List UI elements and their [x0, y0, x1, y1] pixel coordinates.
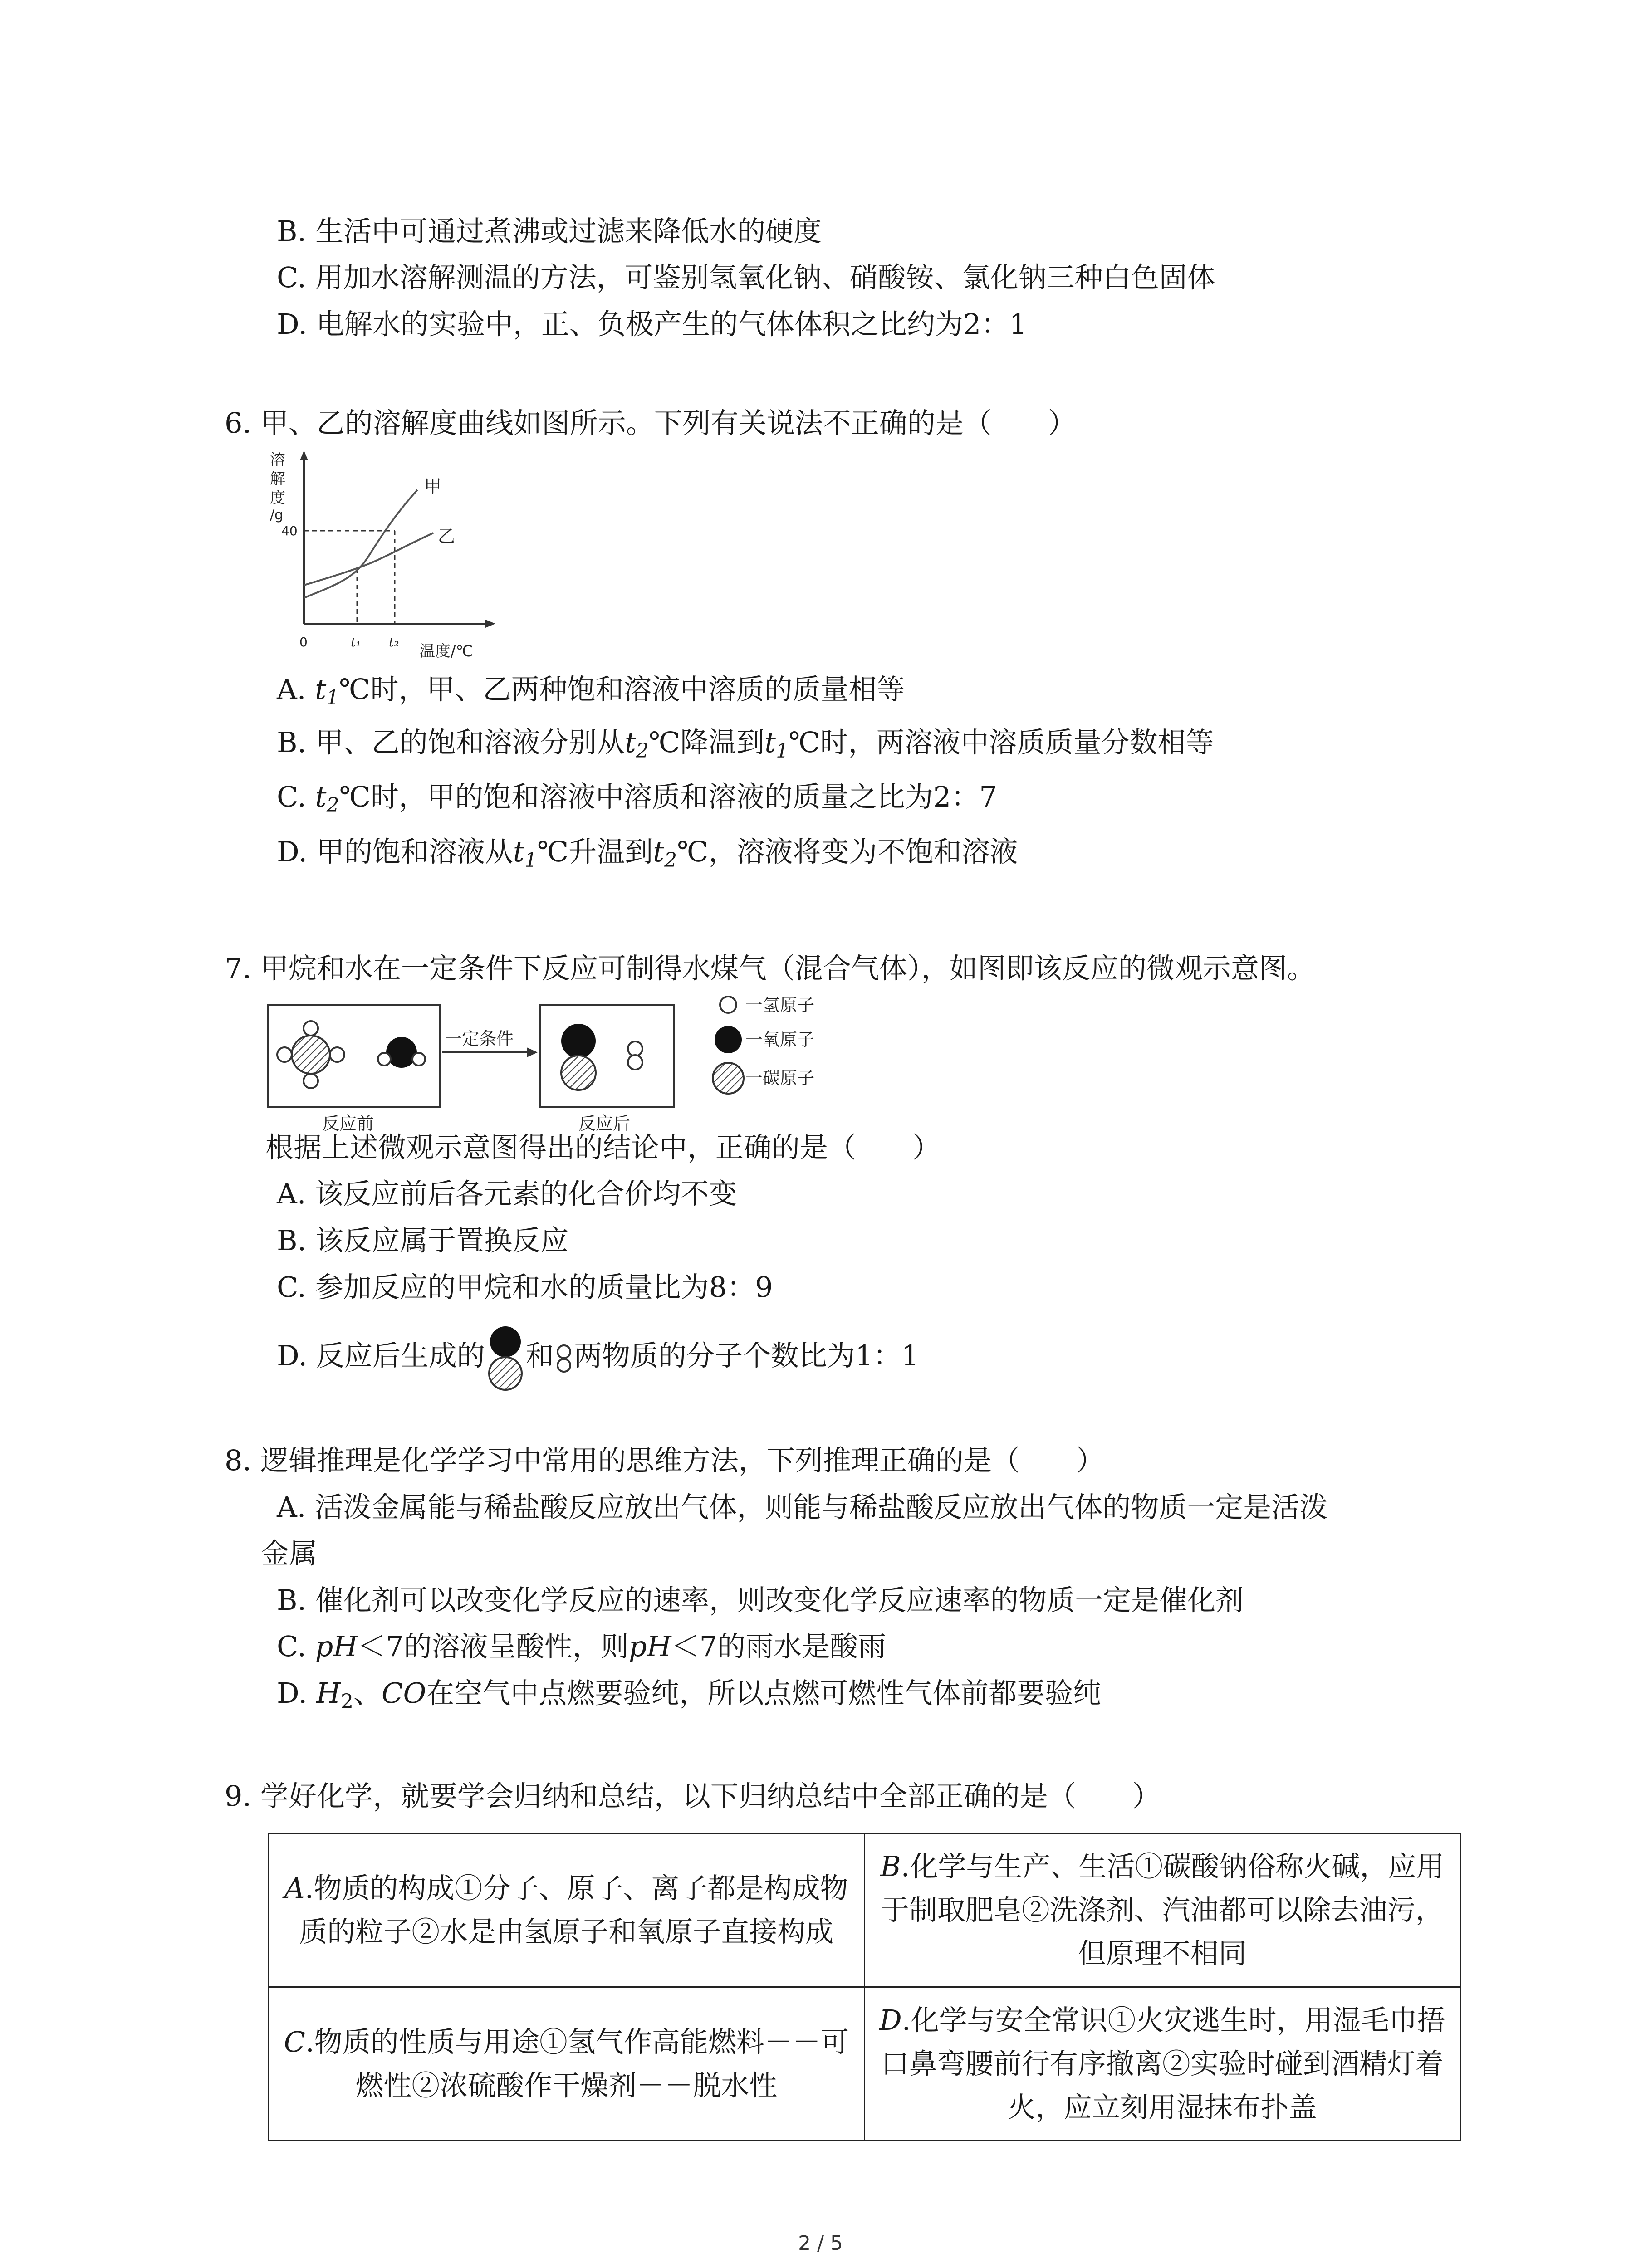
hydrogen-atom-icon	[330, 1047, 344, 1062]
graph-tick-t2: t₂	[389, 635, 399, 650]
q7-stem: 7. 甲烷和水在一定条件下反应可制得水煤气（混合气体），如图即该反应的微观示意图。	[225, 952, 1315, 985]
q6-option-d: D. 甲的饱和溶液从$t_1℃$升温到$t_2℃$，溶液将变为不饱和溶液	[277, 835, 1018, 872]
q5-option-b: B. 生活中可通过煮沸或过滤来降低水的硬度	[277, 215, 822, 248]
q9-table	[268, 1833, 1461, 2141]
page-number: 2 / 5	[798, 2232, 843, 2255]
q8-option-d: D. $H_2$、CO在空气中点燃要验纯，所以点燃可燃性气体前都要验纯	[277, 1677, 1102, 1713]
q7-option-a: A. 该反应前后各元素的化合价均不变	[277, 1177, 737, 1210]
hydrogen-atom-icon	[277, 1047, 292, 1062]
graph-ylabel-1: 溶	[270, 451, 285, 469]
carbon-atom-icon	[292, 1036, 330, 1074]
q8-option-a-line1: A. 活泼金属能与稀盐酸反应放出气体，则能与稀盐酸反应放出气体的物质一定是活泼	[277, 1491, 1328, 1524]
curve-jia	[304, 490, 417, 598]
q9-cell-d: D.化学与安全常识①火灾逃生时，用湿毛巾捂口鼻弯腰前行有序撤离②实验时碰到酒精灯着火，应立刻用湿抹布扑盖	[864, 1987, 1460, 2141]
co-molecule-icon	[485, 1325, 526, 1393]
hydrogen-atom-icon	[412, 1053, 425, 1066]
graph-tick-t1: t₁	[351, 635, 361, 650]
carbon-atom-icon	[561, 1056, 596, 1090]
q6-stem: 6. 甲、乙的溶解度曲线如图所示。下列有关说法不正确的是（ ）	[225, 406, 1076, 440]
graph-origin-label: 0	[299, 635, 308, 650]
before-caption: 反应前	[322, 1114, 374, 1134]
oxygen-atom-icon	[561, 1024, 596, 1058]
hydrogen-atom-icon	[304, 1074, 318, 1088]
hydrogen-atom-icon	[628, 1055, 642, 1070]
legend-oxygen-icon	[715, 1026, 742, 1053]
h2-molecule-icon	[554, 1338, 574, 1379]
legend-oxygen: 一氧原子	[745, 1030, 815, 1050]
q9-cell-a: A.物质的构成①分子、原子、离子都是构成物质的粒子②水是由氢原子和氧原子直接构成	[269, 1833, 865, 1987]
q8-option-c: C. pH＜7的溶液呈酸性，则pH＜7的雨水是酸雨	[277, 1630, 887, 1663]
legend-carbon: 一碳原子	[745, 1068, 815, 1088]
graph-tick-40: 40	[281, 523, 298, 538]
graph-ylabel-4: /g	[270, 507, 284, 523]
q9-cell-c: C.物质的性质与用途①氢气作高能燃料－－可燃性②浓硫酸作干燥剂－－脱水性	[269, 1987, 865, 2141]
graph-ylabel-2: 解	[270, 470, 285, 488]
q8-option-b: B. 催化剂可以改变化学反应的速率，则改变化学反应速率的物质一定是催化剂	[277, 1584, 1244, 1617]
after-caption: 反应后	[578, 1114, 631, 1134]
reaction-micro-diagram	[265, 991, 869, 1136]
legend-hydrogen: 一氢原子	[745, 995, 815, 1015]
q8-stem: 8. 逻辑推理是化学学习中常用的思维方法，下列推理正确的是（ ）	[225, 1444, 1104, 1477]
graph-series-jia: 甲	[424, 476, 442, 496]
q7-option-d: D. 反应后生成的 和 两物质的分子个数比为1：1	[277, 1325, 919, 1393]
q6-option-b: B. 甲、乙的饱和溶液分别从$t_2℃$降温到$t_1℃$时，两溶液中溶质质量分数相等	[277, 726, 1214, 763]
after-box	[540, 1005, 674, 1107]
q7-lead: 根据上述微观示意图得出的结论中，正确的是（ ）	[265, 1131, 941, 1164]
q6-option-c: C. $t_2℃$时，甲的饱和溶液中溶质和溶液的质量之比为2：7	[277, 780, 997, 817]
hydrogen-atom-icon	[628, 1041, 642, 1056]
q7-option-c: C. 参加反应的甲烷和水的质量比为8：9	[277, 1271, 773, 1304]
reaction-condition: 一定条件	[445, 1029, 514, 1049]
oxygen-atom-icon	[386, 1037, 417, 1068]
q9-cell-b: B.化学与生产、生活①碳酸钠俗称火碱，应用于制取肥皂②洗涤剂、汽油都可以除去油污，但原理不相同	[864, 1833, 1460, 1987]
graph-ylabel-3: 度	[270, 489, 285, 507]
q6-option-a: A. $t_1℃$时，甲、乙两种饱和溶液中溶质的质量相等	[277, 673, 905, 709]
hydrogen-atom-icon	[304, 1021, 318, 1036]
legend-carbon-icon	[713, 1063, 744, 1094]
legend-hydrogen-icon	[720, 997, 736, 1013]
q8-option-a-line2: 金属	[261, 1537, 318, 1570]
curve-yi	[304, 533, 433, 585]
q7-option-b: B. 该反应属于置换反应	[277, 1224, 568, 1257]
q5-option-c: C. 用加水溶解测温的方法，可鉴别氢氧化钠、硝酸铵、氯化钠三种白色固体	[277, 261, 1215, 294]
solubility-curve-graph	[263, 447, 535, 669]
hydrogen-atom-icon	[378, 1053, 391, 1066]
q9-stem: 9. 学好化学，就要学会归纳和总结，以下归纳总结中全部正确的是（ ）	[225, 1779, 1161, 1813]
graph-series-yi: 乙	[438, 526, 456, 546]
graph-xlabel: 温度/℃	[420, 642, 473, 660]
q5-option-d: D. 电解水的实验中，正、负极产生的气体体积之比约为2：1	[277, 308, 1027, 341]
